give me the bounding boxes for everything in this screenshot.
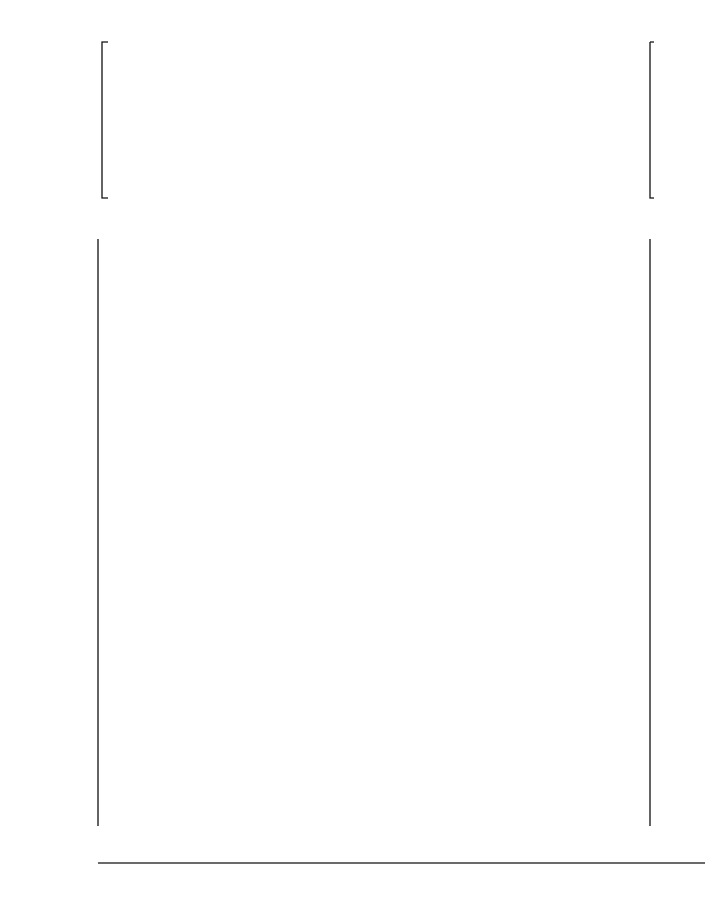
pressure-panel	[102, 42, 654, 198]
top-left-axis	[102, 42, 108, 198]
top-right-axis	[650, 42, 654, 198]
groundwater-panel	[98, 239, 650, 826]
